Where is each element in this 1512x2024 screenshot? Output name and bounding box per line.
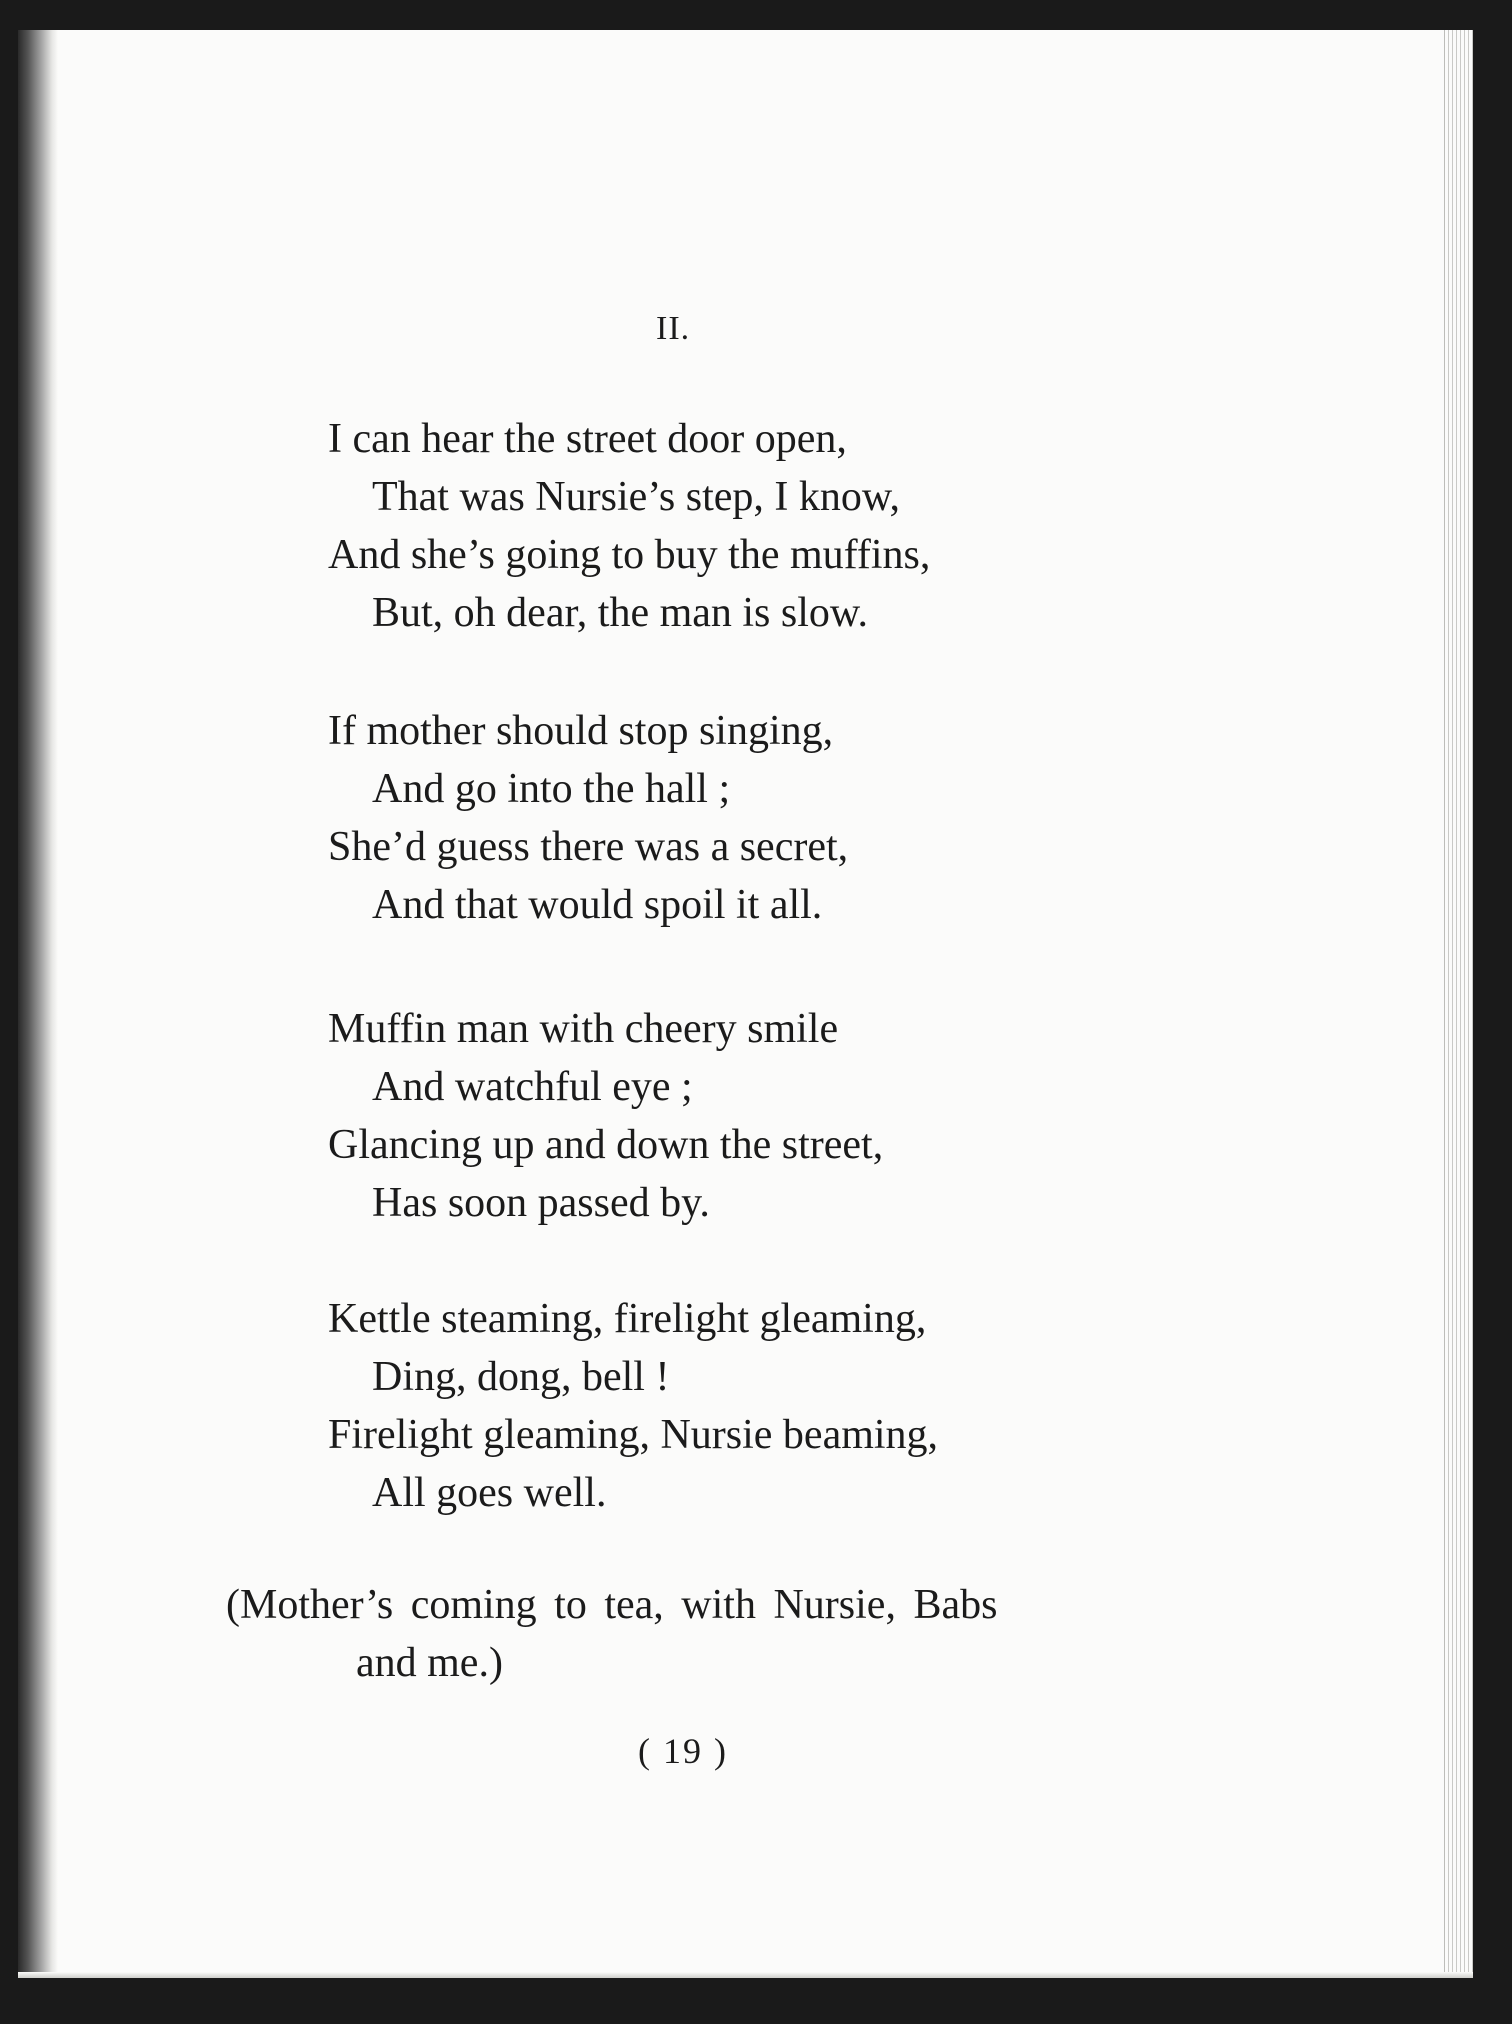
verse-line: I can hear the street door open,: [328, 416, 847, 462]
aside-line: (Mother’s coming to tea, with Nursie, Babs: [226, 1582, 998, 1628]
verse-line: She’d guess there was a secret,: [328, 824, 849, 870]
book-page: [18, 30, 1473, 1978]
verse-line: And watchful eye ;: [372, 1064, 693, 1110]
stanza-1: [328, 410, 1188, 642]
closing-aside: [226, 1576, 1146, 1692]
verse-line: Firelight gleaming, Nursie beaming,: [328, 1412, 939, 1458]
page-text: [18, 30, 1473, 1978]
page-number: ( 19 ): [638, 1731, 728, 1771]
verse-line: Kettle steaming, firelight gleaming,: [328, 1296, 927, 1342]
verse-line: And she’s going to buy the muffins,: [328, 532, 931, 578]
verse-line: If mother should stop singing,: [328, 708, 834, 754]
section-number: II.: [656, 310, 691, 347]
verse-line: But, oh dear, the man is slow.: [372, 590, 869, 636]
verse-line: That was Nursie’s step, I know,: [372, 474, 901, 520]
stanza-2: [328, 702, 1188, 934]
verse-line: And go into the hall ;: [372, 766, 731, 812]
aside-line: and me.): [356, 1640, 503, 1686]
verse-line: Glancing up and down the street,: [328, 1122, 884, 1168]
verse-line: Has soon passed by.: [372, 1180, 710, 1226]
verse-line: And that would spoil it all.: [372, 882, 823, 928]
verse-line: Muffin man with cheery smile: [328, 1006, 839, 1052]
stanza-3: [328, 1000, 1188, 1232]
verse-line: Ding, dong, bell !: [372, 1354, 670, 1400]
stanza-4: [328, 1290, 1188, 1522]
verse-line: All goes well.: [372, 1470, 607, 1516]
